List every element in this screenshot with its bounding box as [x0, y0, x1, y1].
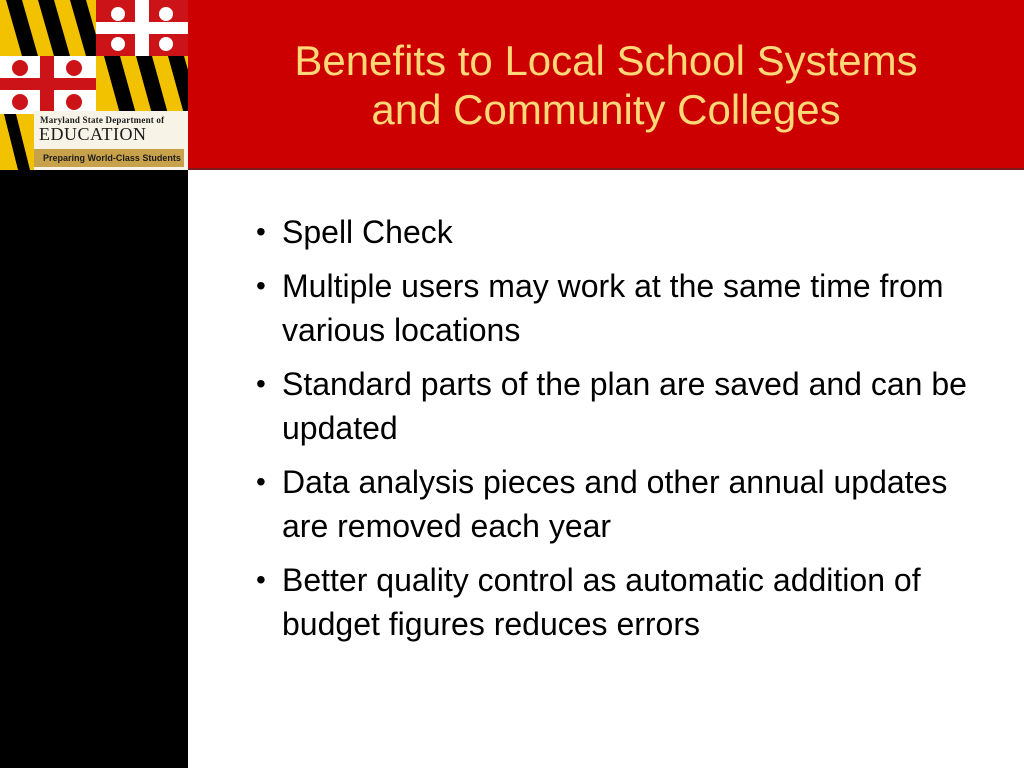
bullet-list	[256, 210, 996, 656]
slide-content	[188, 170, 1024, 768]
left-sidebar	[0, 170, 188, 768]
logo-tagline: Preparing World-Class Students	[34, 149, 184, 167]
logo-badge	[34, 111, 188, 170]
bullet-item: • Multiple users may work at the same time from various locations	[256, 264, 996, 352]
bullet-item: • Spell Check	[256, 210, 996, 254]
logo-department-text: Maryland State Department of	[40, 115, 165, 125]
slide-header	[188, 0, 1024, 170]
slide-title-line-1: Benefits to Local School Systems	[294, 37, 918, 84]
bullet-item: • Data analysis pieces and other annual updates are removed each year	[256, 460, 996, 548]
maryland-education-logo	[0, 0, 188, 170]
bullet-item: • Standard parts of the plan are saved and can be updated	[256, 362, 996, 450]
logo-education-text: EDUCATION	[39, 124, 147, 144]
slide-title	[188, 36, 1024, 134]
slide-title-line-2: and Community Colleges	[371, 86, 841, 133]
bullet-item: • Better quality control as automatic addition of budget figures reduces errors	[256, 558, 996, 646]
